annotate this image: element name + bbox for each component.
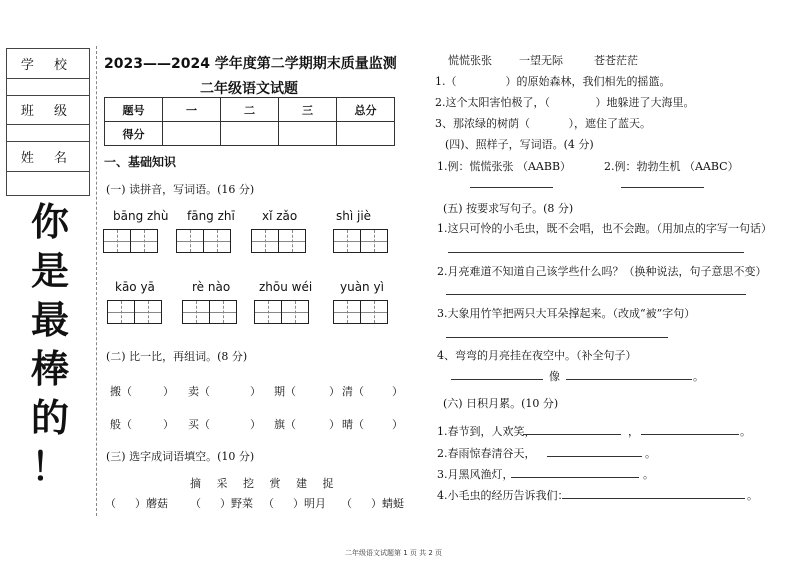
part1-heading: 一、基础知识: [104, 155, 177, 169]
score-cell[interactable]: [221, 122, 279, 146]
q6-period: 。: [740, 425, 751, 438]
slogan-char: 你: [30, 200, 69, 244]
writing-box[interactable]: [251, 229, 306, 253]
name-value[interactable]: [7, 172, 89, 188]
q3-item: ）野菜: [220, 497, 253, 510]
q2-paren[interactable]: ）: [250, 418, 261, 431]
q6-comma: ，: [628, 425, 639, 438]
exam-subtitle: 二年级语文试题: [200, 81, 298, 97]
class-value[interactable]: [7, 125, 89, 142]
score-cell[interactable]: [279, 122, 337, 146]
answer-line[interactable]: [547, 456, 642, 457]
q2-char: 期（: [274, 385, 296, 398]
slogan-char: 是: [30, 249, 69, 293]
q5-item-4: 4、弯弯的月亮挂在夜空中。（补全句子）: [437, 349, 637, 362]
page-footer: 二年级语文试题第 1 页 共 2 页: [345, 549, 443, 557]
q3-item: ）明月: [293, 497, 326, 510]
score-row-label: 得分: [105, 122, 163, 146]
q2-char: 晴（: [342, 418, 364, 431]
answer-line[interactable]: [470, 187, 553, 188]
q2-char: 搬（: [110, 385, 132, 398]
pinyin-2: fāng zhī: [187, 209, 235, 223]
answer-line[interactable]: [446, 294, 746, 295]
q4-item-1: 1.例：慌慌张张 （AABB）: [437, 160, 572, 173]
writing-box[interactable]: [333, 229, 388, 253]
q2-paren[interactable]: ）: [250, 385, 261, 398]
answer-line[interactable]: [446, 337, 668, 338]
answer-line[interactable]: [511, 477, 639, 478]
q5-item-1: 1.这只可怜的小毛虫，既不会唱，也不会跑。（用加点的字写一句话）: [437, 222, 772, 235]
q4-item-2: 2.例：勃勃生机 （AABC）: [604, 160, 739, 173]
q2-paren[interactable]: ）: [392, 385, 403, 398]
q3-paren[interactable]: （: [263, 497, 274, 510]
score-header: 一: [163, 98, 221, 122]
q6-item-1: 1.春节到，人欢笑，: [437, 425, 536, 438]
writing-box[interactable]: [107, 300, 162, 324]
answer-line[interactable]: [448, 252, 744, 253]
pinyin-8: yuàn yì: [340, 280, 384, 294]
writing-box[interactable]: [176, 229, 231, 253]
student-info-table: [6, 48, 90, 196]
slogan-char: 棒: [30, 347, 69, 391]
writing-box[interactable]: [254, 300, 309, 324]
q5-period: 。: [693, 370, 704, 383]
q2-char: 旗（: [274, 418, 296, 431]
slogan-char: 的: [30, 396, 69, 440]
fill-sentence-2: 2.这个太阳害怕极了，（ ）地躲进了大海里。: [435, 96, 695, 109]
school-label: 学 校: [7, 49, 89, 79]
fill-sentence-1: 1.（ ）的原始森林，我们相先的摇篮。: [435, 75, 671, 88]
q3-label: (三) 选字成词语填空。(10 分): [106, 450, 255, 463]
name-label: 姓 名: [7, 142, 89, 172]
answer-line[interactable]: [566, 379, 692, 380]
q2-paren[interactable]: ）: [329, 418, 340, 431]
fill-sentence-3: 3、那浓绿的树荫（ ），遮住了蓝天。: [435, 117, 651, 130]
pinyin-1: bāng zhù: [113, 209, 169, 223]
q6-period: 。: [747, 489, 758, 502]
answer-line[interactable]: [451, 379, 543, 380]
q2-char: 卖（: [188, 385, 210, 398]
q6-period: 。: [645, 447, 656, 460]
exam-title: 2023——2024 学年度第二学期期末质量监测: [104, 56, 397, 72]
school-value[interactable]: [7, 79, 89, 96]
word-option: 一望无际: [519, 54, 563, 67]
q3-chars: 摘 采 挖 赏 建 捉: [190, 477, 340, 490]
answer-line[interactable]: [641, 434, 739, 435]
pinyin-3: xǐ zǎo: [262, 209, 298, 223]
q2-paren[interactable]: ）: [392, 418, 403, 431]
q2-char: 清（: [342, 385, 364, 398]
q6-item-3: 3.月黑风渔灯，: [437, 468, 514, 481]
answer-line[interactable]: [523, 434, 621, 435]
answer-line[interactable]: [562, 498, 745, 499]
score-header: 总分: [337, 98, 395, 122]
slogan: [22, 198, 78, 492]
q5-item-3: 3.大象用竹竿把两只大耳朵撑起来。（改成“被”字句）: [437, 307, 696, 320]
q2-char: 买（: [188, 418, 210, 431]
q2-label: (二) 比一比，再组词。(8 分): [106, 350, 248, 363]
q6-label: (六) 日积月累。(10 分): [443, 397, 559, 410]
q4-label: (四)、照样子，写词语。(4 分): [445, 138, 594, 151]
q3-paren[interactable]: （: [341, 497, 352, 510]
score-cell[interactable]: [337, 122, 395, 146]
class-label: 班 级: [7, 96, 89, 126]
writing-box[interactable]: [103, 229, 158, 253]
q6-item-4: 4.小毛虫的经历告诉我们：: [437, 489, 569, 502]
writing-box[interactable]: [182, 300, 237, 324]
q1-label: (一) 读拼音，写词语。(16 分): [106, 183, 255, 196]
score-header: 题号: [105, 98, 163, 122]
q6-item-2: 2.春雨惊春清谷天，: [437, 447, 536, 460]
q5-label: (五) 按要求写句子。(8 分): [443, 202, 574, 215]
q3-paren[interactable]: （: [190, 497, 201, 510]
q5-pattern: 像: [549, 370, 560, 383]
q3-item: ）蘑菇: [135, 497, 168, 510]
score-header: 二: [221, 98, 279, 122]
word-option: 慌慌张张: [448, 54, 492, 67]
q6-period: 。: [643, 468, 654, 481]
q3-paren[interactable]: （: [105, 497, 116, 510]
pinyin-5: kāo yā: [115, 280, 155, 294]
pinyin-6: rè nào: [192, 280, 231, 294]
pinyin-7: zhōu wéi: [259, 280, 313, 294]
slogan-char: 最: [30, 298, 69, 342]
q2-paren[interactable]: ）: [329, 385, 340, 398]
q2-paren[interactable]: ）: [163, 385, 174, 398]
score-cell[interactable]: [163, 122, 221, 146]
score-header: 三: [279, 98, 337, 122]
word-option: 苍苍茫茫: [594, 54, 638, 67]
q2-char: 般（: [110, 418, 132, 431]
score-table: [104, 97, 395, 146]
slogan-char: ！: [30, 445, 69, 489]
q5-item-2: 2.月亮难道不知道自己该学些什么吗？（换种说法，句子意思不变）: [437, 265, 767, 278]
writing-box[interactable]: [333, 300, 388, 324]
answer-line[interactable]: [621, 187, 704, 188]
q3-item: ）蜻蜓: [371, 497, 404, 510]
pinyin-4: shì jiè: [336, 209, 372, 223]
binding-line: [96, 46, 97, 516]
q2-paren[interactable]: ）: [163, 418, 174, 431]
